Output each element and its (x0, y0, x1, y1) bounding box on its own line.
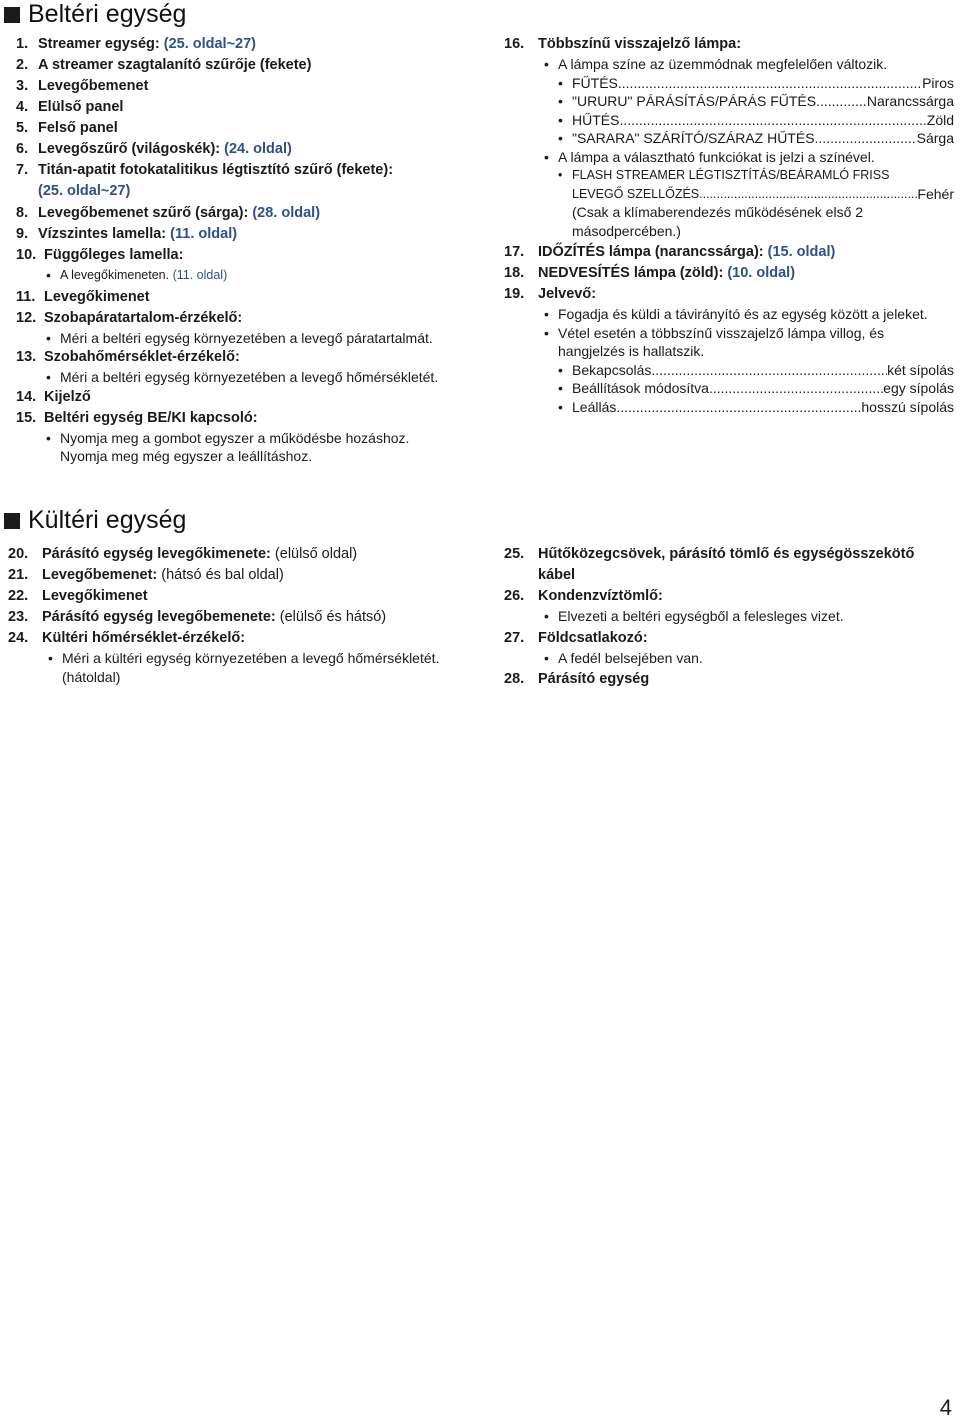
bullet-item: • Nyomja meg a gombot egyszer a működésbe hozáshoz. Nyomja meg még egyszer a leállításhoz. (46, 429, 410, 464)
list-item: 11. Levegőkimenet (16, 288, 150, 305)
lamp-color-row: • "URURU" PÁRÁSÍTÁS/PÁRÁS FŰTÉS ..... Narancssárga (558, 92, 954, 111)
outdoor-section-title (4, 506, 186, 535)
indoor-section-title (4, 0, 186, 29)
list-item: 1. Streamer egység: (25. oldal~27) (16, 36, 257, 52)
bullet-item: • Vétel esetén a többszínű visszajelző lámpa villog, és hangjelzés is hallatszik. (544, 324, 885, 359)
bullet-item: • A lámpa a választható funkciókat is jelzi a színével. (544, 148, 875, 165)
page-number: 4 (939, 1395, 952, 1420)
bullet-item: • A lámpa színe az üzemmódnak megfelelően változik. (544, 56, 888, 72)
list-item: 4. Elülső panel (16, 99, 124, 115)
list-item: 14. Kijelző (16, 388, 91, 405)
list-item: 2. A streamer szagtalanító szűrője (fekete) (16, 57, 312, 73)
list-item: 28. Párásító egység (504, 671, 650, 687)
list-item: 22. Levegőkimenet (8, 588, 148, 604)
bullet-item: • Méri a beltéri egység környezetében a levegő hőmérsékletét. (46, 369, 439, 385)
lamp-color-row: LEVEGŐ SZELLŐZÉS ..... Fehér (558, 185, 954, 204)
list-item: 12. Szobapáratartalom-érzékelő: (16, 309, 243, 326)
list-item: 3. Levegőbemenet (16, 78, 149, 94)
lamp-color-row: • HŰTÉS ..... Zöld (558, 111, 954, 130)
indoor-title-text: Beltéri egység (28, 0, 187, 28)
indoor-left-column (16, 34, 476, 466)
section-square-icon (4, 7, 20, 23)
outdoor-left-column (8, 544, 478, 686)
bullet-item: • A levegőkimeneten. (11. oldal) (46, 267, 228, 283)
list-item: 27. Földcsatlakozó: (504, 629, 648, 646)
list-item: 20. Párásító egység levegőkimenete: (elülső oldal) (8, 546, 358, 562)
bullet-item: • Elvezeti a beltéri egységből a felesleges vizet. (544, 608, 844, 624)
lamp-color-row: • FŰTÉS ..... Piros (558, 74, 954, 93)
list-item: 23. Párásító egység levegőbemenete: (elülső és hátsó) (8, 609, 387, 625)
list-item: 21. Levegőbemenet: (hátsó és bal oldal) (8, 567, 284, 583)
lamp-color-row: • "SARARA" SZÁRÍTÓ/SZÁRAZ HŰTÉS ..... Sárga (558, 129, 954, 148)
bullet-item: • A fedél belsejében van. (544, 649, 703, 666)
note-text: (Csak a klímaberendezés működésének első 2 másodpercében.) (572, 204, 864, 239)
list-item: 18. NEDVESÍTÉS lámpa (zöld): (10. oldal) (504, 265, 796, 281)
list-item: 8. Levegőbemenet szűrő (sárga): (28. oldal) (16, 205, 321, 221)
list-item: 13. Szobahőmérséklet-érzékelő: (16, 349, 240, 365)
section-square-icon (4, 513, 20, 529)
list-item: 7. Titán-apatit fotokatalitikus légtisztító szűrő (fekete): (25. oldal~27) (16, 162, 394, 199)
bullet-item: • Fogadja és küldi a távirányító és az egység között a jeleket. (544, 306, 928, 322)
indoor-right-column (504, 34, 954, 416)
beep-row: • Bekapcsolás ..... két sípolás (558, 361, 954, 380)
list-item: 26. Kondenzvíztömlő: (504, 588, 663, 604)
list-item: 19. Jelvevő: (504, 286, 597, 302)
outdoor-title-text: Kültéri egység (28, 506, 187, 534)
bullet-item: • Méri a kültéri egység környezetében a levegő hőmérsékletét. (hátoldal) (48, 650, 440, 685)
outdoor-right-column (504, 544, 954, 690)
list-item: 6. Levegőszűrő (világoskék): (24. oldal) (16, 141, 292, 157)
bullet-item: • Méri a beltéri egység környezetében a levegő páratartalmát. (46, 329, 433, 346)
list-item: 24. Kültéri hőmérséklet-érzékelő: (8, 630, 246, 646)
list-item: 9. Vízszintes lamella: (11. oldal) (16, 226, 238, 242)
lamp-color-row: • FLASH STREAMER LÉGTISZTÍTÁS/BEÁRAMLÓ FRISS (558, 168, 890, 182)
list-item: 5. Felső panel (16, 120, 118, 136)
list-item: 17. IDŐZÍTÉS lámpa (narancssárga): (15. oldal) (504, 244, 836, 260)
list-item: 15. Beltéri egység BE/KI kapcsoló: (16, 409, 258, 426)
list-item: 16. Többszínű visszajelző lámpa: (504, 36, 742, 52)
list-item: 25. Hűtőközegcsövek, párásító tömlő és egységösszekötő kábel (504, 546, 915, 583)
beep-row: • Beállítások módosítva ..... egy sípolás (558, 379, 954, 398)
beep-row: • Leállás ..... hosszú sípolás (558, 398, 954, 417)
list-item: 10. Függőleges lamella: (16, 247, 184, 263)
